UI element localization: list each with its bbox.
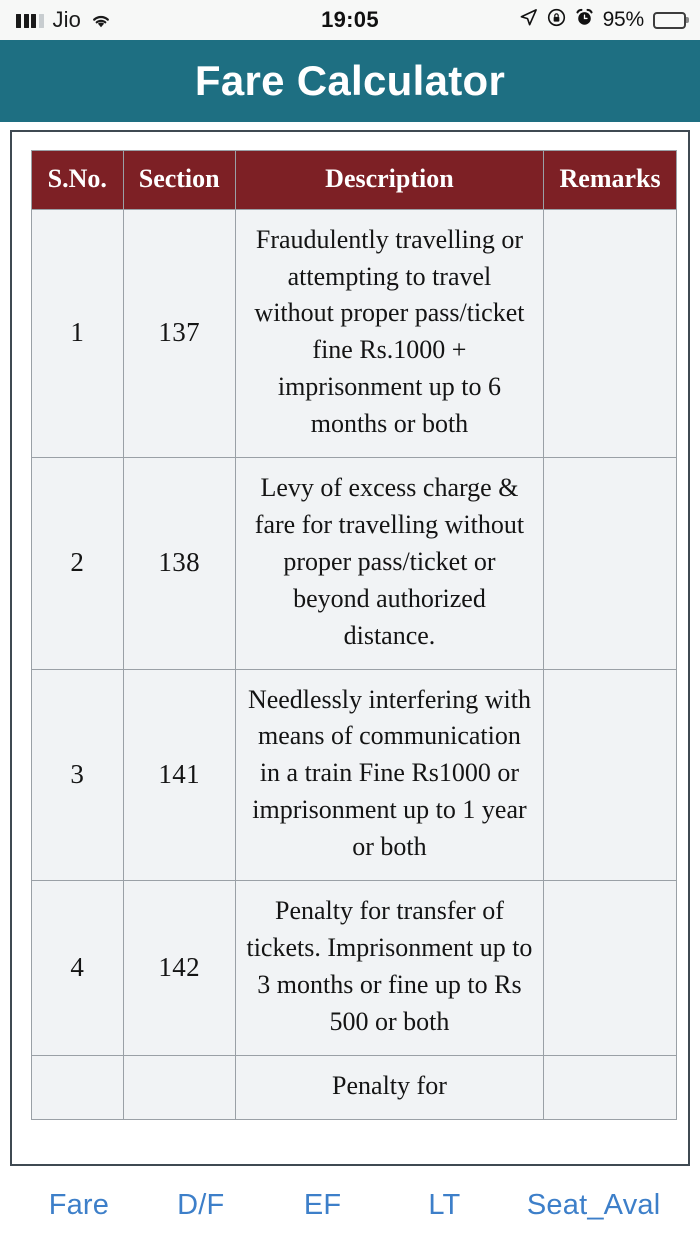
- bottom-tab-bar: [0, 1166, 700, 1244]
- app-header: [0, 40, 700, 122]
- cell-sno: 4: [32, 881, 124, 1056]
- railway-penalties-table: [31, 150, 677, 1120]
- cell-sno: 3: [32, 669, 124, 881]
- table-row: [32, 669, 677, 881]
- tab-seat-aval[interactable]: Seat_Aval: [526, 1188, 661, 1221]
- table-header-row: [32, 151, 677, 210]
- cell-sno: [32, 1055, 124, 1119]
- cell-sno: 2: [32, 458, 124, 670]
- cell-description: Fraudulently travelling or attempting to travel without proper pass/ticket fine Rs.1000 + imprisonment up to 6 months or both: [235, 209, 543, 457]
- battery-icon: [653, 12, 686, 29]
- cell-remarks: [544, 458, 677, 670]
- column-header-remarks: Remarks: [544, 151, 677, 210]
- rotation-lock-icon: [547, 8, 566, 32]
- battery-percent-label: 95%: [602, 8, 644, 31]
- table-row: [32, 209, 677, 457]
- status-bar-clock: 19:05: [321, 7, 379, 32]
- location-arrow-icon: [519, 8, 538, 32]
- cell-section: 141: [123, 669, 235, 881]
- carrier-label: Jio: [52, 7, 81, 32]
- column-header-sno: S.No.: [32, 151, 124, 210]
- table-row: [32, 881, 677, 1056]
- content-area: [0, 122, 700, 1166]
- wifi-icon: [90, 12, 112, 29]
- cell-remarks: [544, 209, 677, 457]
- status-bar-right: [519, 8, 686, 32]
- tab-ef[interactable]: EF: [303, 1188, 342, 1221]
- cell-remarks: [544, 1055, 677, 1119]
- table-row: [32, 458, 677, 670]
- tab-df[interactable]: D/F: [177, 1188, 225, 1221]
- column-header-description: Description: [235, 151, 543, 210]
- table-row: [32, 1055, 677, 1119]
- cell-description: Penalty for: [235, 1055, 543, 1119]
- cell-section: 138: [123, 458, 235, 670]
- cell-sno: 1: [32, 209, 124, 457]
- cell-description: Needlessly interfering with means of communication in a train Fine Rs1000 or imprisonment up to 1 year or both: [235, 669, 543, 881]
- status-bar: [0, 0, 700, 40]
- cell-section: [123, 1055, 235, 1119]
- signal-bars-icon: [16, 12, 44, 28]
- page-title: Fare Calculator: [194, 57, 506, 104]
- cell-section: 142: [123, 881, 235, 1056]
- cell-section: 137: [123, 209, 235, 457]
- alarm-clock-icon: [575, 8, 594, 32]
- table-scroll-container[interactable]: [10, 130, 690, 1166]
- cell-description: Penalty for transfer of tickets. Imprisonment up to 3 months or fine up to Rs 500 or both: [235, 881, 543, 1056]
- status-bar-left: [16, 7, 112, 33]
- tab-lt[interactable]: LT: [428, 1188, 461, 1221]
- column-header-section: Section: [123, 151, 235, 210]
- cell-remarks: [544, 881, 677, 1056]
- cell-description: Levy of excess charge & fare for travelling without proper pass/ticket or beyond authorized distance.: [235, 458, 543, 670]
- cell-remarks: [544, 669, 677, 881]
- tab-fare[interactable]: Fare: [48, 1188, 110, 1221]
